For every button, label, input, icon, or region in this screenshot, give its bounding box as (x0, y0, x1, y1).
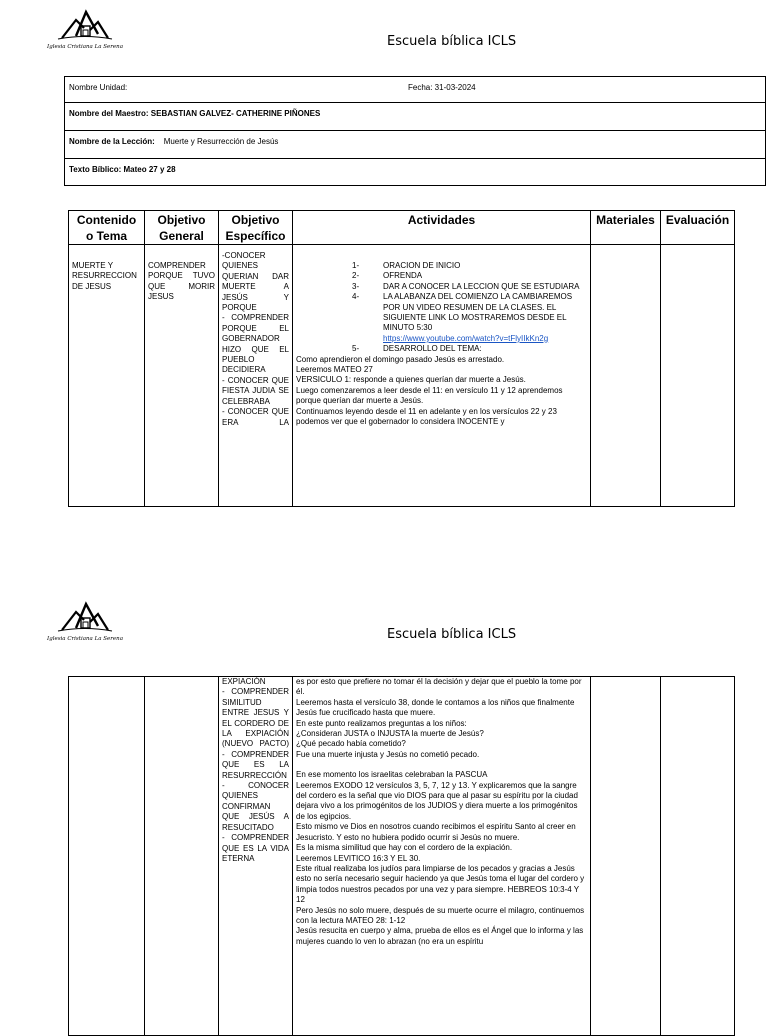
header-objetivo-general: Objetivo General (145, 211, 219, 245)
especifico-item: - CONOCER QUIENES CONFIRMAN QUE JESÚS A RESUCITADO (222, 781, 289, 832)
especifico-item: -CONOCER QUIENES QUERIAN DAR MUERTE A JESÚS Y PORQUE (222, 251, 289, 313)
paragraph: Esto mismo ve Dios en nosotros cuando recibimos el espíritu Santo al creer en Jesucristo. Y esto no hubiera podido ocurrir si Jesús no muere. (296, 822, 576, 842)
church-logo-icon (40, 8, 130, 44)
especifico-item: - COMPRENDER QUE ES LA RESURRECCIÓN (222, 749, 289, 780)
especifico-item: - COMPRENDER QUE ES LA VIDA ETERNA (222, 833, 289, 863)
lesson-info-box (64, 76, 766, 186)
materiales-cell (591, 677, 661, 1036)
contenido-cell (69, 245, 145, 507)
document-title: Escuela bíblica ICLS (387, 627, 517, 642)
header-evaluacion: Evaluación (661, 211, 735, 245)
evaluacion-cell (661, 677, 735, 1036)
especifico-item: - CONOCER QUE FIESTA JUDIA SE CELEBRABA (222, 375, 289, 406)
paragraph: Leeremos LEVITICO 16:3 Y EL 30. (296, 853, 421, 863)
actividades-cell-page-1 (293, 245, 591, 507)
paragraph: ¿Qué pecado había cometido? (296, 739, 406, 749)
paragraph: Leeremos EXODO 12 versículos 3, 5, 7, 12 y 13. Y explicaremos que la sangre del cordero es la señal que vio DIOS para que al pasar su espíritu por la ciudad dejara vivo a los primogénitos de los JUDIOS y diera muerte a los primogénitos de los egipcios. (296, 780, 578, 821)
objetivo-general-text: COMPRENDER PORQUE TUVO QUE MORIR JESUS (148, 261, 215, 302)
header-objetivo-especifico: Objetivo Específico (219, 211, 293, 245)
church-logo-icon (40, 600, 130, 636)
church-name: Iglesia Cristiana La Serena (47, 44, 123, 50)
fecha: Fecha: 31-03-2024 (408, 83, 476, 92)
objetivo-general-cell (145, 245, 219, 507)
especifico-cell-page-2 (219, 677, 293, 1036)
paragraph: En este punto realizamos preguntas a los niños: (296, 718, 467, 728)
paragraph: VERSICULO 1: responde a quienes querían dar muerte a Jesús. (296, 375, 526, 385)
list-item: 1- ORACION DE INICIO (352, 261, 461, 270)
info-row-unidad (65, 77, 765, 103)
leccion-value: Muerte y Resurrección de Jesús (163, 137, 279, 146)
actividades-cell-page-2 (293, 677, 591, 1036)
lesson-table-page-2 (68, 676, 735, 1036)
paragraph: ¿Consideran JUSTA o INJUSTA la muerte de Jesús? (296, 729, 484, 739)
paragraph: Fue una muerte injusta y Jesús no cometió pecado. (296, 749, 480, 759)
header-contenido: Contenido o Tema (69, 211, 145, 245)
contenido-text: MUERTE Y RESURRECCION DE JESUS (72, 261, 137, 291)
info-row-leccion (65, 131, 765, 159)
paragraph: Es la misma similitud que hay con el cordero de la expiación. (296, 843, 513, 853)
paragraph: Leeremos hasta el versículo 38, donde le contamos a los niños que finalmente Jesús fue crucificado hasta que muere. (296, 697, 575, 718)
especifico-item: EXPIACIÓN (222, 677, 266, 686)
paragraph: Luego comenzaremos a leer desde el 11: en versículo 11 y 12 aprendemos porque querían dar muerte a Jesús. (296, 385, 563, 406)
document-title: Escuela bíblica ICLS (387, 34, 517, 49)
paragraph: Pero Jesús no solo muere, después de su muerte ocurre el milagro, continuemos con la lectura MATEO 28: 1-12 (296, 905, 585, 925)
church-logo (40, 8, 130, 52)
page-2 (0, 580, 768, 1024)
especifico-item: - COMPRENDER SIMILITUD ENTRE JESUS Y EL CORDERO DE LA EXPIACIÓN (NUEVO PACTO) (222, 687, 289, 749)
lesson-table-page-1 (68, 210, 735, 507)
actividades-list (296, 261, 587, 355)
list-item: 3- DAR A CONOCER LA LECCION QUE SE ESTUDIARA (352, 281, 580, 291)
unidad-label: Nombre Unidad: (69, 83, 128, 92)
paragraph: Jesús resucita en cuerpo y alma, prueba de ellos es el Ángel que lo informa y las mujeres cuando lo ven lo abrazan (no era un espíritu (296, 926, 584, 946)
leccion-label: Nombre de la Lección: (69, 137, 155, 146)
church-logo (40, 600, 130, 644)
youtube-link[interactable]: https://www.youtube.com/watch?v=tFlyIIkKn2g (383, 333, 549, 343)
paragraph: En ese momento los israelitas celebraban la PASCUA (296, 770, 488, 780)
paragraph: Este ritual realizaba los judíos para limpiarse de los pecados y gracias a Jesús esto no sería necesario seguir haciendo ya que Jesús toma el lugar del cordero y limpia todos nuestros pecados por una vez y para siempre. HEBREOS 10:3-4 Y 12 (296, 863, 585, 905)
objetivo-general-cell (145, 677, 219, 1036)
paragraph: Continuamos leyendo desde el 11 en adelante y en los versículos 22 y 23 podemos ver que el gobernador lo considera INOCENTE y (296, 406, 557, 427)
maestro: Nombre del Maestro: SEBASTIAN GALVEZ- CATHERINE PIÑONES (69, 109, 321, 118)
header-materiales: Materiales (591, 211, 661, 245)
info-row-texto (65, 159, 765, 186)
paragraph: Como aprendieron el domingo pasado Jesús es arrestado. (296, 354, 505, 364)
materiales-cell (591, 245, 661, 507)
header-actividades: Actividades (293, 211, 591, 245)
contenido-cell (69, 677, 145, 1036)
texto-biblico: Texto Bíblico: Mateo 27 y 28 (69, 165, 176, 174)
especifico-item: - CONOCER QUE ERA LA (222, 407, 289, 427)
evaluacion-cell (661, 245, 735, 507)
list-item: 5- DESARROLLO DEL TEMA: (352, 344, 482, 354)
paragraph: es por esto que prefiere no tomar él la decisión y dejar que el pueblo la tome por él. (296, 677, 582, 697)
info-row-maestro (65, 103, 765, 131)
especifico-cell-page-1 (219, 245, 293, 507)
list-item: 4- LA ALABANZA DEL COMIENZO LA CAMBIAREMOS POR UN VIDEO RESUMEN DE LA CLASES. EL SIGUIENTE LINK LO MOSTRAREMOS DESDE EL MINUTO 5:30 https://www.youtube.com/watch?v=tFlyIIkKn2g (352, 292, 573, 343)
list-item: 2- OFRENDA (352, 271, 423, 281)
paragraph: Leeremos MATEO 27 (296, 365, 373, 375)
especifico-item: - COMPRENDER PORQUE EL GOBERNADOR HIZO QUE EL PUEBLO DECIDIERA (222, 313, 289, 375)
church-name: Iglesia Cristiana La Serena (47, 636, 123, 642)
